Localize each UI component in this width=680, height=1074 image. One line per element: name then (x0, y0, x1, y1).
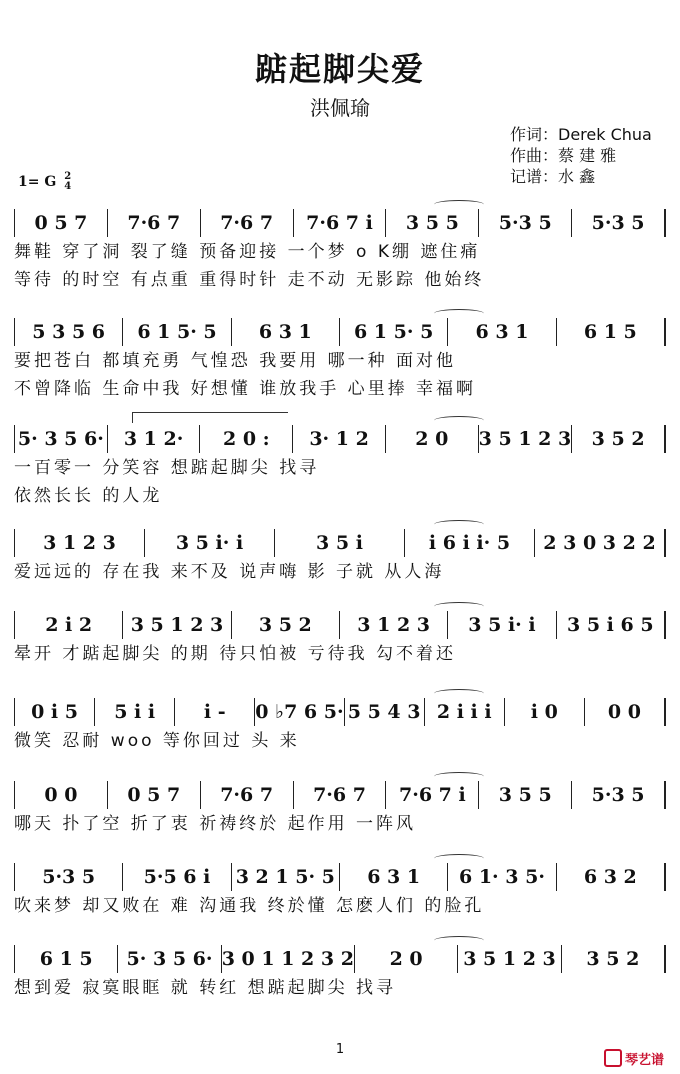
slur-mark (434, 200, 484, 209)
measure: 0 0 (585, 698, 666, 726)
measure: 7·6 7 i (386, 781, 479, 809)
time-signature (64, 172, 71, 192)
lyric-line: 等待 的时空 有点重 重得时针 走不动 无影踪 他始终 (14, 270, 485, 290)
slur-mark (434, 936, 484, 945)
lyric-line: 一百零一 分笑容 想踮起脚尖 找寻 (14, 458, 320, 478)
measure: 5 i i (95, 698, 175, 726)
measure: 0 5 7 (14, 209, 108, 237)
measure: 6 3 1 (232, 318, 340, 346)
page-number: 1 (335, 1042, 345, 1057)
lyric-line: 要把苍白 都填充勇 气惶恐 我要用 哪一种 面对他 (14, 351, 457, 371)
measure: 5· 3 5 6· (14, 425, 108, 453)
measure: 3· 1 2 (293, 425, 386, 453)
measure: 3 5 1 2 3 (123, 611, 231, 639)
site-logo (604, 1049, 664, 1068)
slur-mark (434, 520, 484, 529)
measure: 7·6 7 (108, 209, 201, 237)
notation-row (14, 610, 666, 640)
measure: 5·3 5 (479, 209, 572, 237)
time-bottom: 4 (64, 181, 72, 192)
transcriber-credit: 记谱：水 鑫 (510, 167, 596, 186)
lyric-line: 爱远远的 存在我 来不及 说声嗨 影 子就 从人海 (14, 562, 445, 582)
score-system (14, 208, 666, 294)
measure: 3 1 2· (108, 425, 201, 453)
score-system (14, 424, 666, 510)
slur-mark (434, 602, 484, 611)
score-system (14, 528, 666, 586)
measure: 2 0 (386, 425, 479, 453)
measure: 2 0 (355, 945, 458, 973)
key-signature (18, 172, 71, 192)
measure: 6 3 1 (340, 863, 448, 891)
measure: 3 5 2 (232, 611, 340, 639)
measure: 3 1 2 3 (14, 529, 145, 557)
credits-block (510, 124, 652, 187)
logo-text: 琴艺谱 (625, 1053, 665, 1068)
measure: 3 5 5 (386, 209, 479, 237)
lyricist-credit: 作词：Derek Chua (510, 125, 652, 144)
measure: 5 5 4 3 (345, 698, 425, 726)
notation-row (14, 317, 666, 347)
slur-mark (434, 689, 484, 698)
measure: i - (175, 698, 255, 726)
measure: 0 5 7 (108, 781, 201, 809)
measure: 3 1 2 3 (340, 611, 448, 639)
score-system (14, 944, 666, 1002)
measure: 2 0 : (200, 425, 293, 453)
measure: 5 3 5 6 (14, 318, 123, 346)
measure: 5·3 5 (572, 781, 666, 809)
measure: i 6 i i· 5 (405, 529, 535, 557)
measure: 3 5 i (275, 529, 405, 557)
lyric-line: 微笑 忍耐 woo 等你回过 头 来 (14, 731, 300, 751)
measure: 3 5 i· i (145, 529, 275, 557)
score-system (14, 697, 666, 755)
slur-mark (434, 309, 484, 318)
measure: 3 5 i· i (448, 611, 556, 639)
measure: 5· 3 5 6· (118, 945, 221, 973)
measure: 6 1· 3 5· (448, 863, 556, 891)
singer-name: 洪佩瑜 (310, 96, 370, 120)
measure: 6 3 1 (448, 318, 556, 346)
measure: 7·6 7 (294, 781, 387, 809)
lyric-line: 舞鞋 穿了洞 裂了缝 预备迎接 一个梦 o K绷 遮住痛 (14, 242, 481, 262)
song-title: 踮起脚尖爱 (254, 50, 425, 88)
measure: 6 1 5· 5 (340, 318, 448, 346)
notation-row (14, 944, 666, 974)
volta-bracket (132, 412, 288, 423)
measure: 3 5 1 2 3 (458, 945, 561, 973)
measure: 3 5 2 (562, 945, 666, 973)
measure: 5·5 6 i (123, 863, 231, 891)
score-system (14, 862, 666, 920)
measure: 0 ♭7 6 5· (255, 698, 344, 726)
measure: 0 i 5 (14, 698, 95, 726)
score-system (14, 780, 666, 838)
time-top: 2 (64, 171, 72, 182)
measure: 3 5 2 (572, 425, 666, 453)
measure: 2 i i i (425, 698, 505, 726)
lyric-line: 不曾降临 生命中我 好想懂 谁放我手 心里捧 幸福啊 (14, 379, 477, 399)
slur-mark (434, 854, 484, 863)
measure: 3 5 5 (479, 781, 572, 809)
notation-row (14, 862, 666, 892)
notation-row (14, 424, 666, 454)
measure: 2 i 2 (14, 611, 123, 639)
notation-row (14, 528, 666, 558)
measure: 6 1 5 (14, 945, 118, 973)
lyric-line: 晕开 才踮起脚尖 的期 待只怕被 亏待我 勾不着还 (14, 644, 457, 664)
lyric-line: 依然长长 的人龙 (14, 486, 163, 506)
measure: 0 0 (14, 781, 108, 809)
measure: 6 1 5 (557, 318, 666, 346)
measure: 3 5 1 2 3 (479, 425, 573, 453)
slur-mark (434, 416, 484, 425)
score-system (14, 317, 666, 403)
slur-mark (434, 772, 484, 781)
lyric-line: 哪天 扑了空 折了衷 祈祷终於 起作用 一阵风 (14, 814, 417, 834)
composer-credit: 作曲：蔡 建 雅 (510, 146, 617, 165)
measure: 7·6 7 (201, 781, 294, 809)
notation-row (14, 208, 666, 238)
measure: 5·3 5 (572, 209, 666, 237)
notation-row (14, 780, 666, 810)
lyric-line: 吹来梦 却又败在 难 沟通我 终於懂 怎麽人们 的脸孔 (14, 896, 485, 916)
measure: 3 2 1 5· 5 (232, 863, 340, 891)
measure: 7·6 7 (201, 209, 294, 237)
score-system (14, 610, 666, 668)
measure: 6 3 2 (557, 863, 666, 891)
measure: 3 0 1 1 2 3 2 (222, 945, 355, 973)
measure: 3 5 i 6 5 (557, 611, 666, 639)
measure: 6 1 5· 5 (123, 318, 231, 346)
logo-icon (604, 1049, 622, 1067)
lyric-line: 想到爱 寂寞眼眶 就 转红 想踮起脚尖 找寻 (14, 978, 397, 998)
notation-row (14, 697, 666, 727)
key-label: 1= G (18, 174, 57, 190)
measure: 7·6 7 i (294, 209, 387, 237)
measure: i 0 (505, 698, 585, 726)
measure: 2 3 0 3 2 2 (535, 529, 666, 557)
measure: 5·3 5 (14, 863, 123, 891)
